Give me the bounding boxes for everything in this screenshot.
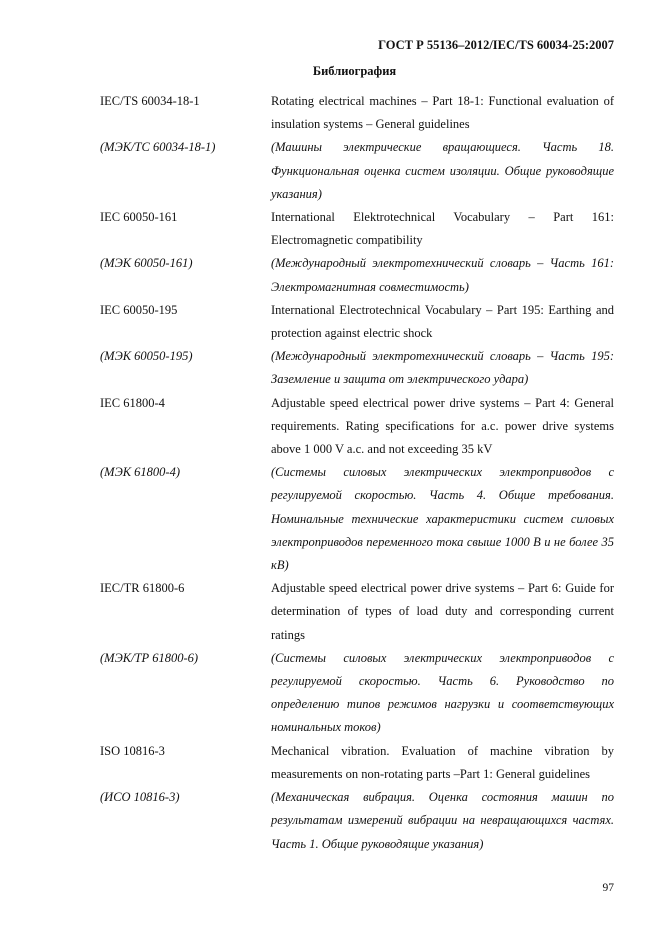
entry-description: Mechanical vibration. Evaluation of machine vibration by measurements on non-rotating parts –Part 1: General guidelines bbox=[271, 743, 614, 781]
bibliography-title: Библиография bbox=[312, 64, 397, 78]
entry-description: (Международный электротехнический словарь – Часть 161: Электромагнитная совместимость) bbox=[271, 256, 614, 294]
entry-description: (Системы силовых электрических электроприводов с регулируемой скоростью. Часть 6. Руководство по определению типов режимов нагрузки и соответствующих номинальных токов) bbox=[271, 650, 614, 735]
entry-description: (Машины электрические вращающиеся. Часть 18. Функциональная оценка систем изоляции. Общие руководящие указания) bbox=[271, 140, 614, 201]
entry-code: ISO 10816-3 bbox=[100, 743, 165, 758]
entry-description: International Elektrotechnical Vocabulary – Part 161: Electromagnetic compatibility bbox=[271, 210, 614, 248]
bibliography-entry-translation bbox=[100, 136, 614, 206]
entry-code: IEC/TS 60034-18-1 bbox=[100, 94, 200, 108]
bibliography-entry-translation bbox=[100, 461, 614, 577]
page-number: 97 bbox=[602, 882, 614, 894]
entry-description: International Electrotechnical Vocabulary – Part 195: Earthing and protection against electric shock bbox=[271, 302, 614, 341]
entry-code: IEC 61800-4 bbox=[100, 395, 165, 410]
bibliography-entry-translation bbox=[100, 345, 614, 391]
entry-description: Adjustable speed electrical power drive systems – Part 4: General requirements. Rating specifications for a.c. power drive systems above 1 000 V a.c. and not exceeding 35 kV bbox=[271, 395, 614, 457]
entry-description: (Системы силовых электрических электроприводов с регулируемой скоростью. Часть 4. Общие требования. Номинальные технические характеристики систем силовых электроприводов переменного тока свыше 1000 В и не более 35 кВ) bbox=[271, 465, 614, 573]
bibliography-entry-translation bbox=[100, 252, 614, 298]
entry-code: IEC 60050-195 bbox=[100, 302, 178, 317]
entry-code: (МЭК 60050-161) bbox=[100, 256, 193, 271]
bibliography-entry-translation bbox=[100, 786, 614, 856]
entry-code: IEC 60050-161 bbox=[100, 210, 178, 225]
entry-code: IEC/TR 61800-6 bbox=[100, 581, 185, 596]
bibliography-entry bbox=[100, 299, 614, 345]
bibliography-entry bbox=[100, 577, 614, 647]
entry-code: (МЭК/ТР 61800-6) bbox=[100, 650, 199, 665]
entry-description: (Международный электротехнический словарь – Часть 195: Заземление и защита от электрического удара) bbox=[271, 349, 614, 387]
entry-code: (ИСО 10816-3) bbox=[100, 790, 180, 805]
entry-code: (МЭК/ТС 60034-18-1) bbox=[100, 140, 216, 155]
bibliography-entry bbox=[100, 740, 614, 786]
entry-code: (МЭК 61800-4) bbox=[100, 465, 181, 480]
entry-description: Rotating electrical machines – Part 18-1: Functional evaluation of insulation systems – General guidelines bbox=[271, 94, 614, 132]
bibliography-entry-translation bbox=[100, 647, 614, 740]
bibliography-entry bbox=[100, 206, 614, 252]
entry-code: (МЭК 60050-195) bbox=[100, 349, 193, 364]
document-header: ГОСТ Р 55136–2012/IEC/TS 60034-25:2007 bbox=[378, 38, 614, 52]
entry-description: (Механическая вибрация. Оценка состояния машин по результатам измерений вибрации на невращающихся частях. Часть 1. Общие руководящие указания) bbox=[271, 790, 614, 851]
bibliography-list bbox=[100, 90, 614, 856]
bibliography-entry bbox=[100, 392, 614, 462]
entry-description: Adjustable speed electrical power drive systems – Part 6: Guide for determination of types of load duty and corresponding current ratings bbox=[271, 581, 614, 642]
bibliography-entry bbox=[100, 90, 614, 136]
